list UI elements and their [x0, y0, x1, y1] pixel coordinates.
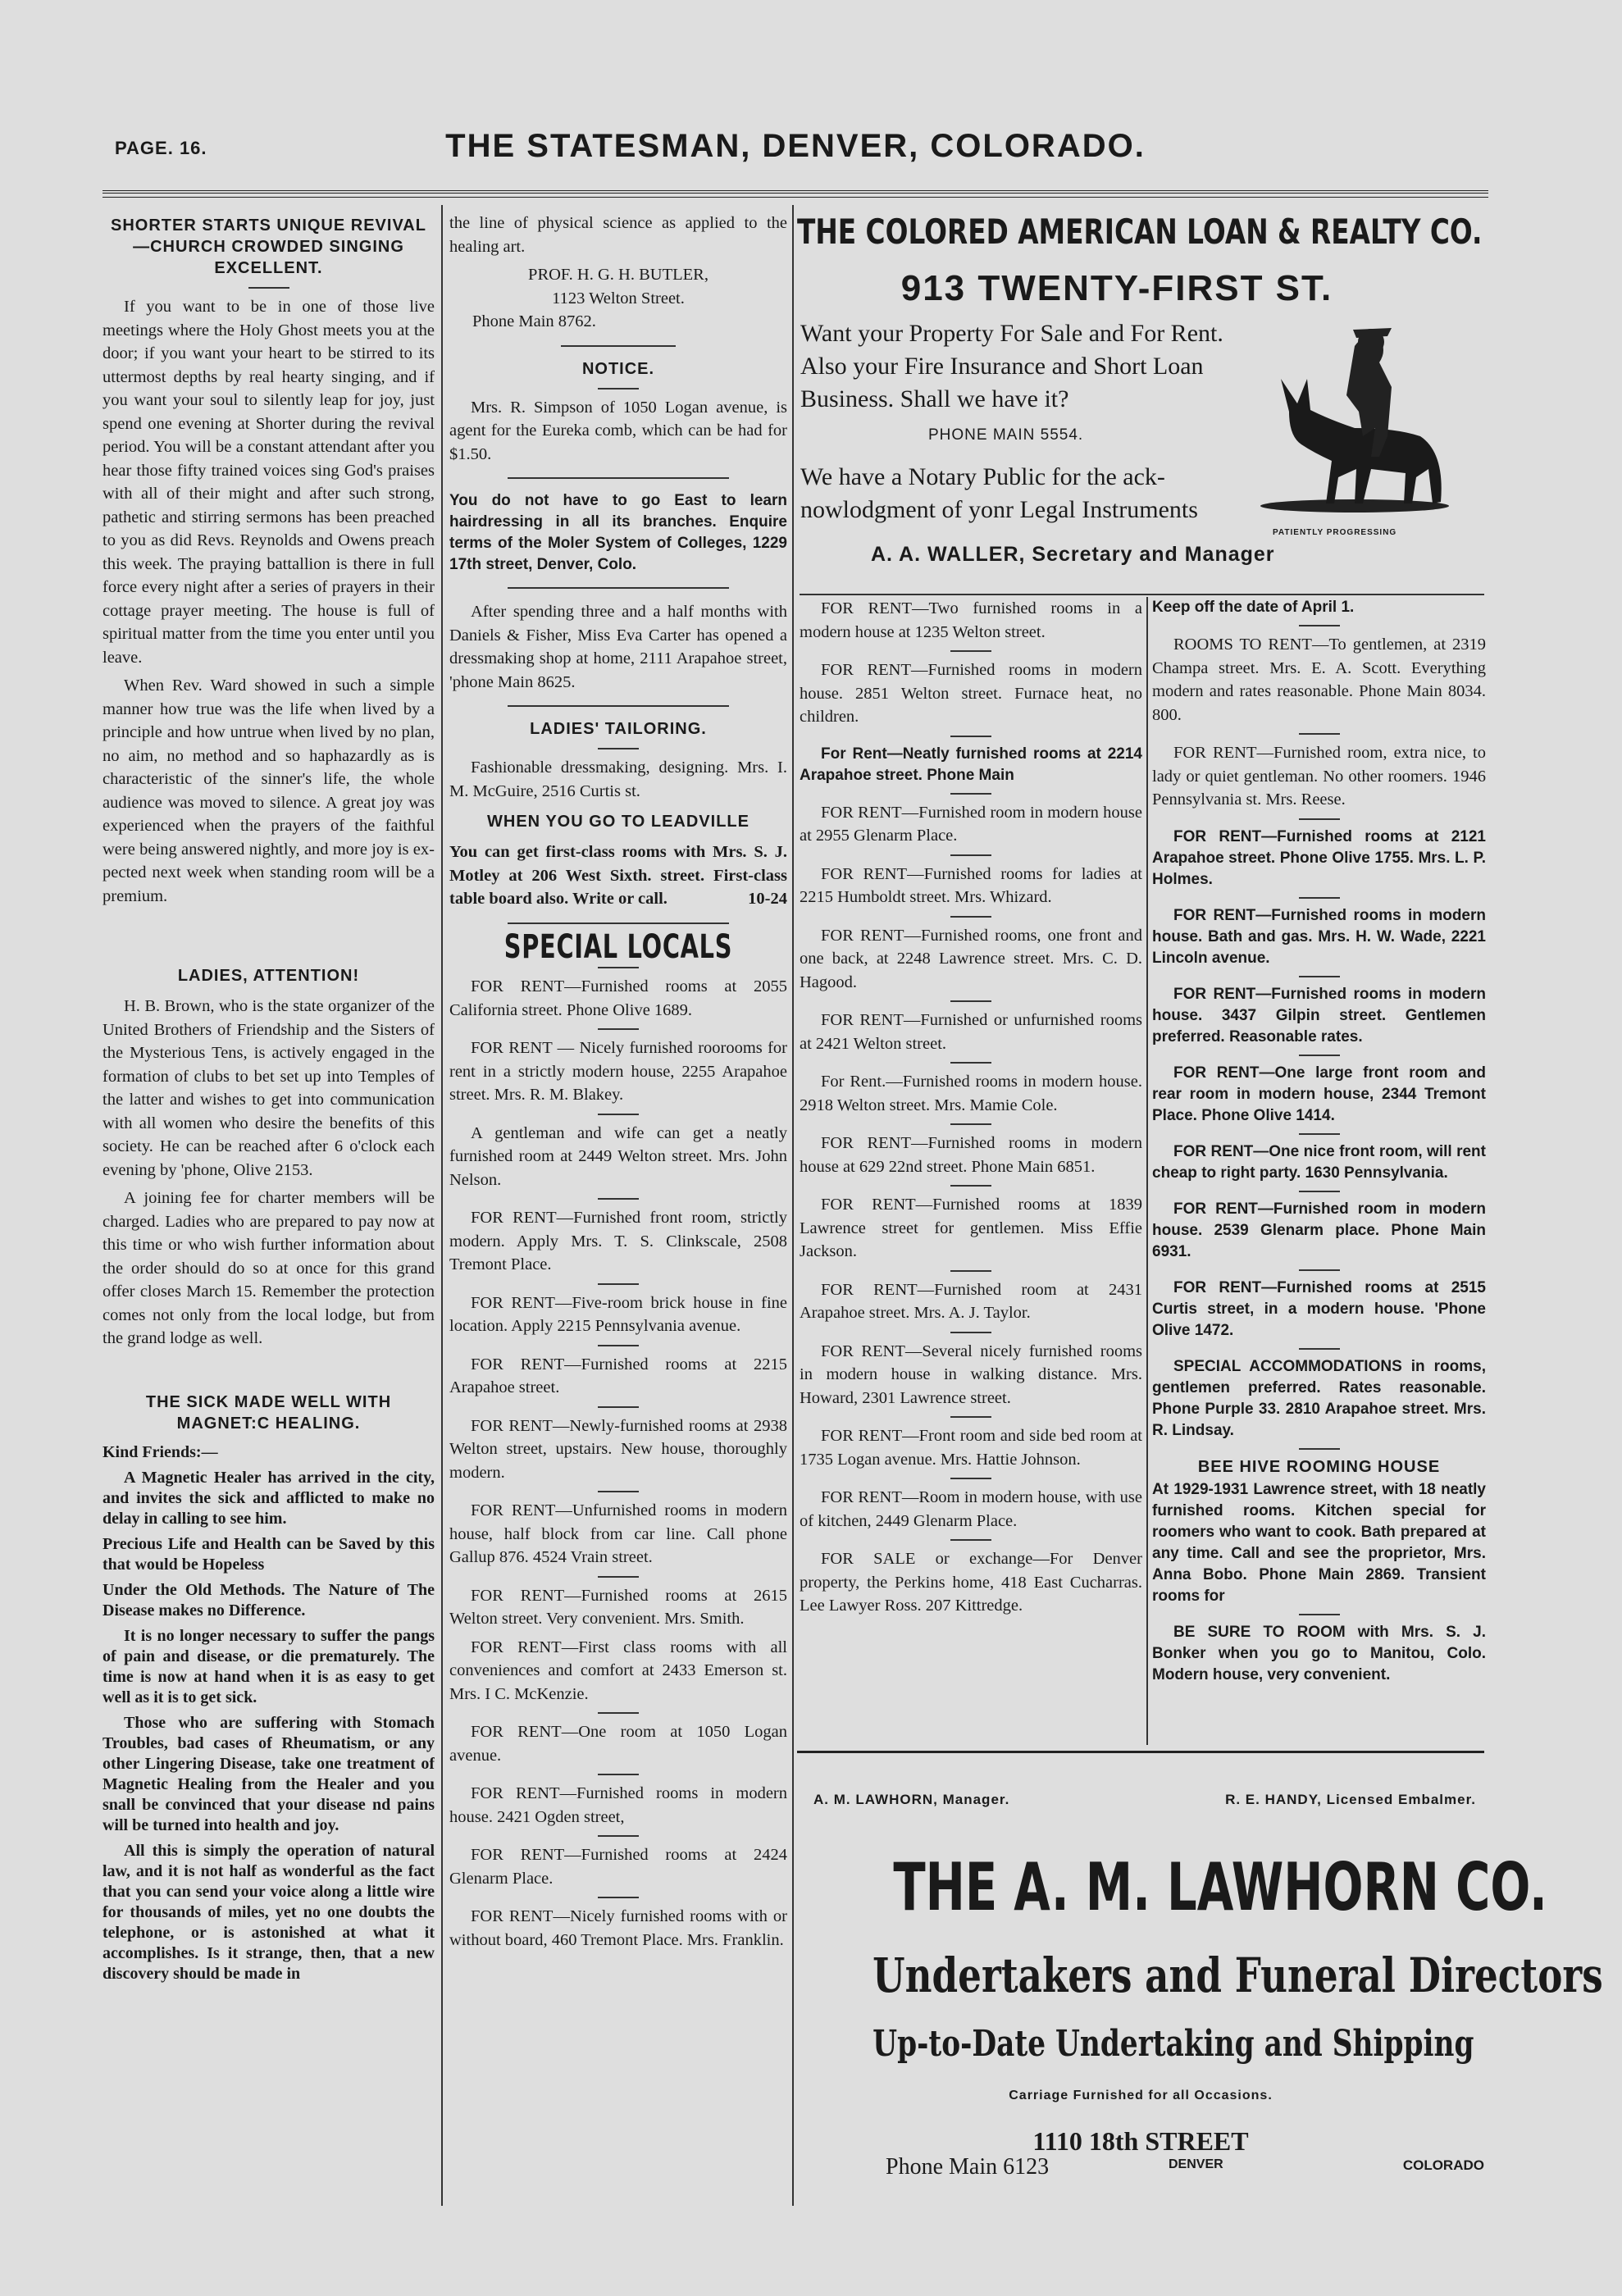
- classified-ad: FOR RENT—Furnished rooms, one front and one back, at 2248 Lawrence street. Mrs. C. D. Hagood.: [800, 926, 1142, 991]
- classified-ad: FOR RENT—Front room and side bed room at 1735 Logan avenue. Mrs. Hattie Johnson.: [800, 1427, 1142, 1469]
- column-4: [1152, 597, 1486, 1745]
- divider: [950, 793, 991, 795]
- divider: [950, 1270, 991, 1272]
- column-1: [103, 212, 435, 2212]
- notice-text: Mrs. R. Simpson of 1050 Logan avenue, is agent for the Eureka comb, which can be had for $1.50.: [449, 398, 787, 463]
- divider: [950, 1062, 991, 1064]
- page-number: PAGE. 16.: [115, 138, 207, 158]
- divider: [598, 1198, 639, 1200]
- classified-ad: FOR RENT—Furnished rooms at 2055 California street. Phone Olive 1689.: [449, 977, 787, 1019]
- divider: [598, 1491, 639, 1492]
- healing-line: A Magnetic Healer has arrived in the city, and invites the sick and afflicted to make no delay in calling to see him.: [103, 1468, 435, 1528]
- classified-ad: FOR RENT—Furnished rooms at 2515 Curtis street, in a modern house. 'Phone Olive 1472.: [1152, 1278, 1486, 1339]
- divider: [598, 1406, 639, 1408]
- classified-ad: FOR RENT—Furnished rooms for ladies at 2215 Humboldt street. Mrs. Whizard.: [800, 864, 1142, 906]
- divider: [598, 1712, 639, 1714]
- classified-ad: FOR RENT—Room in modern house, with use of kitchen, 2449 Glenarm Place.: [800, 1488, 1142, 1530]
- healing-line: Precious Life and Health can be Saved by this that would be Hopeless: [103, 1534, 435, 1574]
- classified-ad: For Rent—Neatly furnished rooms at 2214 Arapahoe street. Phone Main: [800, 745, 1142, 784]
- classified-ad: FOR RENT—Furnished rooms at 2615 Welton street. Very convenient. Mrs. Smith.: [449, 1586, 787, 1628]
- classified-ad: FOR RENT—Furnished rooms at 2215 Arapahoe street.: [449, 1355, 787, 1396]
- ad-embalmer: R. E. HANDY, Licensed Embalmer.: [1225, 1792, 1476, 1807]
- divider: [950, 1123, 991, 1125]
- divider: [598, 1835, 639, 1837]
- divider: [950, 736, 991, 737]
- classified-ad: For Rent.—Furnished rooms in modern house. 2918 Welton street. Mrs. Mamie Cole.: [800, 1073, 1142, 1114]
- classified-ad: FOR RENT—Nicely furnished rooms with or without board, 460 Tremont Place. Mrs. Franklin.: [449, 1907, 787, 1949]
- section-rule: [800, 594, 1484, 595]
- leadville-body: You can get first-class rooms with Mrs. S. J. Motley at 206 West Sixth. street. First-class table board also. Write or call.: [449, 843, 787, 908]
- divider: [1299, 1191, 1340, 1192]
- divider: [598, 1576, 639, 1578]
- classified-ad: FOR RENT—Furnished rooms in modern house. Bath and gas. Mrs. H. W. Wade, 2221 Lincoln avenue.: [1152, 906, 1486, 967]
- divider: [598, 1283, 639, 1285]
- ad-body: Want your Property For Sale and For Rent. Also your Fire Insurance and Short Loan Business. Shall we have it?: [800, 320, 1223, 412]
- divider: [950, 854, 991, 856]
- ad-phone: Phone Main 6123: [886, 2154, 1050, 2180]
- ad-title: THE COLORED AMERICAN LOAN & REALTY CO.: [797, 212, 1483, 252]
- column-2: [449, 212, 787, 2212]
- loan-realty-ad: [797, 207, 1484, 592]
- ad-state: COLORADO: [1402, 2157, 1484, 2173]
- headline-tailoring: LADIES' TAILORING.: [530, 720, 707, 738]
- classified-ad: FOR RENT—First class rooms with all conveniences and comfort at 2433 Emerson st. Mrs. I C. McKenzie.: [449, 1638, 787, 1703]
- classified-ad: FOR RENT—Furnished or unfurnished rooms at 2421 Welton street.: [800, 1011, 1142, 1053]
- article-paragraph: H. B. Brown, who is the state organizer of the United Brothers of Friendship and the Sisters of the Mysterious Tens, is actively engaged in the formation of clubs to bet set up into Temples of the latter and wishes to get into communication with all women who desire the benefits of this society. He can be reached after 6 o'clock each evening by 'phone, Olive 2153.: [103, 997, 435, 1179]
- divider: [950, 1539, 991, 1541]
- article-paragraph: When Rev. Ward showed in such a simple manner how true was the life when lived by a principle and how untrue when lived by no plan, no aim, no method and so haphazardly as is characteristic of the sinner's life, the whole audience was moved to silence. A great joy was experienced when the prayers of the faithful were being answered nightly, and more joy is expected next week when standing room will be a premium.: [103, 676, 435, 905]
- ad-code: 10-24: [748, 890, 787, 908]
- healing-line: Those who are suffering with Stomach Troubles, bad cases of Rheumatism, or any other Lingering Disease, take one treatment of Magnetic Healing from the Healer and you snall be convinced that your disease nd pains will be turned into health and joy.: [103, 1713, 435, 1834]
- divider: [1299, 818, 1340, 820]
- article-paragraph: If you want to be in one of those live meetings where the Holy Ghost meets you at the door; if you want your heart to be stirred to its uttermost depths by real hearty singing, and if you want your soul to silently leap for joy, just spend one evening at Shorter during the revival period. You will be a constant attendant after you hear those fifty trained voices sing God's praises with all of their might and after such strong, pathetic and stirring sermons has been preached to you as did Revs. Reynolds and Owens preach this week. The praying battallion is there in full force every night after a series of prayers in their cottage prayer meeting. The house is full of spiritual matter from the time you enter until you leave.: [103, 298, 435, 667]
- lawhorn-ad: [797, 1775, 1603, 2202]
- classified-note: Keep off the date of April 1.: [1152, 599, 1355, 616]
- classified-ad: FOR RENT—Furnished rooms in modern house. 3437 Gilpin street. Gentlemen preferred. Reasonable rates.: [1152, 985, 1486, 1046]
- classified-ad: FOR RENT—Furnished rooms in modern house. 2851 Welton street. Furnace heat, no children.: [800, 661, 1142, 726]
- divider: [950, 916, 991, 918]
- divider: [598, 1897, 639, 1898]
- classified-ad: SPECIAL ACCOMMODATIONS in rooms, gentlemen preferred. Rates reasonable. Phone Purple 33. 2810 Arapahoe street. Mrs. R. Lindsay.: [1152, 1357, 1486, 1439]
- divider: [1299, 976, 1340, 977]
- column-3: [800, 597, 1142, 1745]
- classified-ad: ROOMS TO RENT—To gentlemen, at 2319 Champa street. Mrs. E. A. Scott. Everything modern and rates reasonable. Phone Main 8034. 800.: [1152, 636, 1486, 724]
- classified-ad: FOR RENT—Furnished rooms in modern house at 629 22nd street. Phone Main 6851.: [800, 1134, 1142, 1176]
- divider: [598, 1345, 639, 1346]
- headline-notice: NOTICE.: [581, 359, 655, 378]
- article-continuation: the line of physical science as applied to the healing art.: [449, 214, 787, 256]
- ad-carriage: Carriage Furnished for all Occasions.: [1009, 2089, 1273, 2102]
- page-header: [107, 123, 1484, 189]
- divider: [1299, 1348, 1340, 1350]
- divider: [598, 748, 639, 749]
- divider: [950, 1000, 991, 1002]
- article-paragraph: A joining fee for charter members will be charged. Ladies who are prepared to pay now at this time or who wish further information about the order should do so at once for this grand offer closes March 15. Remember the protection comes not only from the local lodge, but from the grand lodge as well.: [103, 1189, 435, 1347]
- masthead: THE STATESMAN, DENVER, COLORADO.: [445, 128, 1146, 164]
- classified-ad: FOR RENT—Newly-furnished rooms at 2938 Welton street, upstairs. New house, thoroughly modern.: [449, 1416, 787, 1482]
- divider: [598, 1774, 639, 1775]
- ad-motto: PATIENTLY PROGRESSING: [1273, 528, 1397, 537]
- classified-ad: FOR RENT—Furnished room at 2431 Arapahoe street. Mrs. A. J. Taylor.: [800, 1280, 1142, 1322]
- headline-special-locals: SPECIAL LOCALS: [503, 927, 733, 966]
- manitou-ad: BE SURE TO ROOM with Mrs. S. J. Bonker when you go to Manitou, Colo. Modern house, very convenient.: [1152, 1623, 1486, 1683]
- headline-bee-hive: BEE HIVE ROOMING HOUSE: [1197, 1457, 1441, 1476]
- ad-company-name: THE A. M. LAWHORN CO.: [893, 1849, 1547, 1925]
- ad-contact: [886, 2154, 1484, 2180]
- rider-on-donkey-icon: [1256, 313, 1453, 518]
- bee-hive-text: At 1929-1931 Lawrence street, with 18 neatly furnished rooms. Kitchen special for roomers who want to cook. Bath prepared at any time. Call and see the proprietor, Mrs. Anna Bobo. Phone Main 2869. Transient rooms for: [1152, 1480, 1486, 1605]
- classified-ad: FOR RENT—Furnished rooms at 2424 Glenarm Place.: [449, 1846, 787, 1888]
- divider: [508, 587, 729, 589]
- tailoring-text: Fashionable dressmaking, designing. Mrs. I. M. McGuire, 2516 Curtis st.: [449, 758, 787, 800]
- moler-ad: You do not have to go East to learn hairdressing in all its branches. Enquire terms of the Moler System of Colleges, 1229 17th street, Denver, Colo.: [449, 492, 787, 573]
- ad-tagline: Undertakers and Funeral Directors: [873, 1947, 1603, 2003]
- classified-ad: FOR RENT—Furnished front room, strictly modern. Apply Mrs. T. S. Clinkscale, 2508 Tremont Place.: [449, 1209, 787, 1273]
- headline-revival: SHORTER STARTS UNIQUE REVIVAL—CHURCH CROWDED SINGING EXCELLENT.: [111, 216, 426, 277]
- classified-ad: FOR RENT—Two furnished rooms in a modern house at 1235 Welton street.: [800, 599, 1142, 641]
- divider: [950, 1478, 991, 1479]
- column-divider: [1146, 597, 1148, 1745]
- ad-notary: We have a Notary Public for the acknowlodgment of yonr Legal Instruments: [800, 463, 1198, 523]
- divider: [1299, 625, 1340, 626]
- ad-manager: A. M. LAWHORN, Manager.: [813, 1792, 1010, 1807]
- divider: [1299, 897, 1340, 899]
- classified-ad: FOR SALE or exchange—For Denver property, the Perkins home, 418 East Cucharras. Lee Lawyer Ross. 207 Kittredge.: [800, 1550, 1142, 1615]
- classified-ad: FOR RENT—Unfurnished rooms in modern house, half block from car line. Call phone Gallup 876. 4524 Vrain street.: [449, 1501, 787, 1566]
- ad-street: 1110 18th STREET: [1032, 2126, 1249, 2156]
- divider: [950, 1332, 991, 1333]
- ad-address: 913 TWENTY-FIRST ST.: [900, 268, 1333, 308]
- classified-ad: FOR RENT—Furnished room in modern house. 2539 Glenarm place. Phone Main 6931.: [1152, 1200, 1486, 1260]
- divider: [1299, 1448, 1340, 1450]
- signature-phone: Phone Main 8762.: [472, 312, 596, 330]
- divider: [598, 967, 639, 968]
- section-rule: [797, 1751, 1484, 1753]
- divider: [950, 650, 991, 652]
- headline-leadville: WHEN YOU GO TO LEADVILLE: [487, 813, 749, 831]
- healing-line: It is no longer necessary to suffer the pangs of pain and disease, or die prematurely. The time is now at hand when it is as easy to get well as it is to get sick.: [103, 1626, 435, 1706]
- divider: [598, 388, 639, 390]
- ad-phone: PHONE MAIN 5554.: [928, 426, 1084, 444]
- divider: [508, 922, 729, 924]
- classified-ad: FOR RENT — Nicely furnished roorooms for rent in a strictly modern house, 2255 Arapahoe street. Mrs. R. M. Blakey.: [449, 1039, 787, 1104]
- signature-name: PROF. H. G. H. BUTLER,: [528, 266, 708, 284]
- healing-line: Under the Old Methods. The Nature of The Disease makes no Difference.: [103, 1580, 435, 1620]
- column-divider: [792, 205, 794, 2206]
- divider: [1299, 1614, 1340, 1615]
- classified-ad: FOR RENT—One large front room and rear room in modern house, 2344 Tremont Place. Phone Olive 1414.: [1152, 1064, 1486, 1124]
- classified-ad: FOR RENT—Furnished room in modern house at 2955 Glenarm Place.: [800, 803, 1142, 845]
- divider: [598, 1114, 639, 1115]
- divider: [1299, 733, 1340, 735]
- signature-address: 1123 Welton Street.: [552, 289, 685, 308]
- ad-subtitle: Up-to-Date Undertaking and Shipping: [873, 2023, 1474, 2065]
- headline-ladies-attention: LADIES, ATTENTION!: [177, 967, 360, 985]
- classified-ad: FOR RENT—Several nicely furnished rooms in modern house in walking distance. Mrs. Howard, 2301 Lawrence street.: [800, 1342, 1142, 1407]
- leadville-text: [449, 840, 787, 911]
- healing-line: All this is simply the operation of natural law, and it is not half as wonderful as the fact that you can send your voice along a little wire for thousands of miles, yet no one doubts the telephone, or is astonished at what it accomplishes. Is it strange, then, that a new discovery should be made in: [103, 1841, 435, 1983]
- divider: [950, 1185, 991, 1187]
- classified-ad: FOR RENT—Furnished rooms at 2121 Arapahoe street. Phone Olive 1755. Mrs. L. P. Holmes.: [1152, 827, 1486, 888]
- divider: [561, 345, 676, 347]
- divider: [598, 1028, 639, 1030]
- divider: [508, 477, 729, 479]
- classified-ad: FOR RENT—Five-room brick house in fine location. Apply 2215 Pennsylvania avenue.: [449, 1293, 787, 1335]
- divider: [508, 705, 729, 707]
- classified-ad: FOR RENT—One nice front room, will rent cheap to right party. 1630 Pennsylvania.: [1152, 1142, 1486, 1182]
- carter-notice: After spending three and a half months with Daniels & Fisher, Miss Eva Carter has opened a dressmaking shop at home, 2111 Arapahoe street, 'phone Main 8625.: [449, 603, 787, 691]
- ad-manager: A. A. WALLER, Secretary and Manager: [871, 543, 1275, 566]
- header-rule: [103, 190, 1488, 198]
- divider: [1299, 1133, 1340, 1135]
- divider: [248, 287, 289, 289]
- headline-magnetic-healing: THE SICK MADE WELL WITH MAGNET:C HEALING.: [145, 1392, 392, 1433]
- divider: [950, 1416, 991, 1418]
- classified-ad: FOR RENT—Furnished rooms in modern house. 2421 Ogden street,: [449, 1784, 787, 1826]
- divider: [1299, 1269, 1340, 1271]
- divider: [1299, 1055, 1340, 1056]
- classified-ad: A gentleman and wife can get a neatly furnished room at 2449 Welton street. Mrs. John Nelson.: [449, 1123, 787, 1189]
- classified-ad: FOR RENT—Furnished rooms at 1839 Lawrence street for gentlemen. Miss Effie Jackson.: [800, 1196, 1142, 1260]
- classified-ad: FOR RENT—Furnished room, extra nice, to lady or quiet gentleman. No other roomers. 1946 Pennsylvania st. Mrs. Reese.: [1152, 744, 1486, 809]
- column-divider: [441, 205, 443, 2206]
- ad-city: DENVER: [1169, 2157, 1223, 2171]
- classified-ad: FOR RENT—One room at 1050 Logan avenue.: [449, 1723, 787, 1765]
- healing-line: Kind Friends:—: [103, 1442, 218, 1461]
